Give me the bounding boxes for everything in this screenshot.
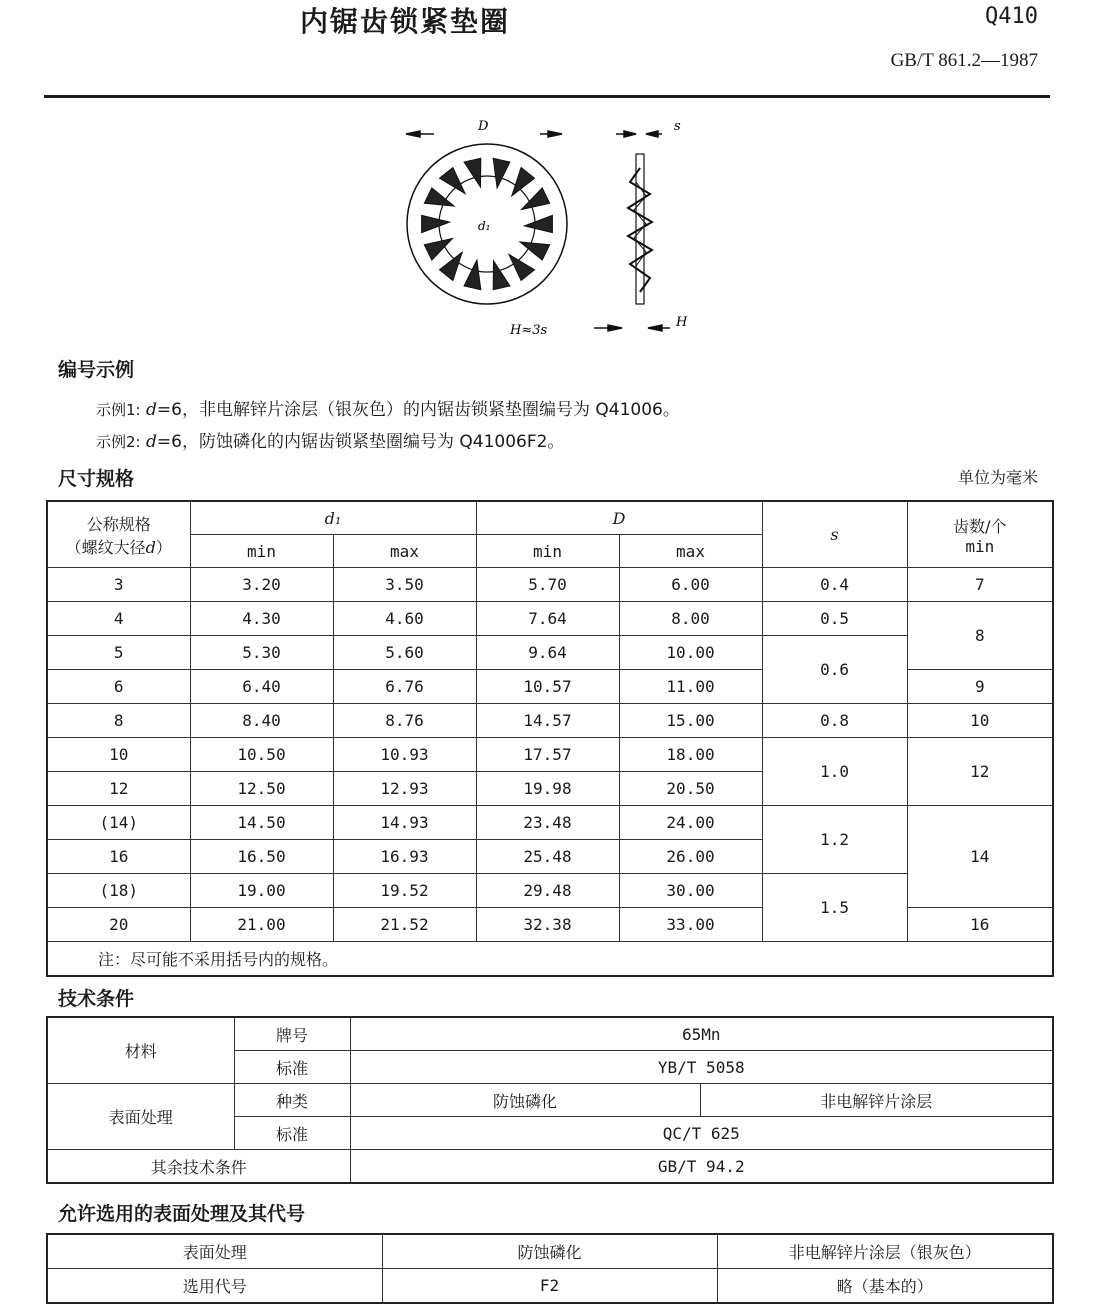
cell-d1-min: 12.50 [190, 772, 333, 806]
washer-tooth [440, 168, 466, 194]
cell-D-max: 18.00 [619, 738, 762, 772]
header-nominal-line1: 公称规格 [86, 514, 151, 534]
cell-D-min: 19.98 [476, 772, 619, 806]
cell-material-standard: 标准 [234, 1051, 350, 1084]
label-s: s [674, 119, 681, 134]
header-d1 [190, 501, 476, 535]
cell-nominal: 4 [47, 602, 190, 636]
cell-teeth: 12 [907, 738, 1053, 806]
cell-nominal: 8 [47, 704, 190, 738]
cell-grade-value: 65Mn [350, 1017, 1053, 1051]
cell-code-b: 略（基本的） [717, 1269, 1053, 1304]
table-row [47, 806, 1053, 840]
cell-surface-a: 防蚀磷化 [382, 1234, 717, 1269]
cell-d1-min: 16.50 [190, 840, 333, 874]
cell-teeth: 8 [907, 602, 1053, 670]
table-row [47, 704, 1053, 738]
header-teeth-sub: min [965, 536, 995, 556]
header-D [476, 501, 762, 535]
cell-d1-min: 5.30 [190, 636, 333, 670]
cell-surface-b: 非电解锌片涂层（银灰色） [717, 1234, 1053, 1269]
cell-d1-min: 10.50 [190, 738, 333, 772]
tech-table [46, 1016, 1054, 1184]
cell-s: 1.0 [762, 738, 907, 806]
page-title: 内锯齿锁紧垫圈 [300, 5, 511, 38]
label-H-approx: H≈3s [510, 323, 548, 338]
washer-tooth [422, 215, 450, 232]
washer-tooth [493, 261, 510, 290]
table-row [47, 874, 1053, 908]
example-2-text: =6，防蚀磷化的内锯齿锁紧垫圈编号为 Q41006F2。 [156, 432, 565, 452]
cell-nominal: 3 [47, 568, 190, 602]
cell-material-std-value: YB/T 5058 [350, 1051, 1053, 1084]
cell-other-value: GB/T 94.2 [350, 1150, 1053, 1184]
surface-heading: 允许选用的表面处理及其代号 [58, 1203, 306, 1225]
cell-teeth: 7 [907, 568, 1053, 602]
cell-D-max: 11.00 [619, 670, 762, 704]
washer-drawing-svg [390, 112, 710, 344]
cell-s: 0.5 [762, 602, 907, 636]
unit-label: 单位为毫米 [957, 468, 1038, 487]
tech-heading: 技术条件 [58, 988, 135, 1010]
washer-tooth [493, 158, 510, 188]
washer-tooth [424, 188, 454, 206]
cell-teeth: 10 [907, 704, 1053, 738]
dimension-s [616, 131, 662, 137]
cell-d1-max: 19.52 [333, 874, 476, 908]
cell-d1-max: 12.93 [333, 772, 476, 806]
cell-D-min: 23.48 [476, 806, 619, 840]
header-d1-min: min [190, 535, 333, 568]
cell-d1-min: 14.50 [190, 806, 333, 840]
cell-D-min: 17.57 [476, 738, 619, 772]
cell-surface-label: 表面处理 [47, 1234, 382, 1269]
cell-nominal: 6 [47, 670, 190, 704]
cell-d1-max: 16.93 [333, 840, 476, 874]
cell-kind: 种类 [234, 1084, 350, 1117]
example-2 [96, 427, 564, 452]
header-D-min: min [476, 535, 619, 568]
cell-D-min: 14.57 [476, 704, 619, 738]
example-2-label: 示例2: [96, 433, 141, 451]
cell-d1-max: 3.50 [333, 568, 476, 602]
cell-D-min: 29.48 [476, 874, 619, 908]
cell-surface-standard: 标准 [234, 1117, 350, 1150]
cell-d1-max: 10.93 [333, 738, 476, 772]
example-2-var: d [146, 432, 157, 452]
example-1-text: =6，非电解锌片涂层（银灰色）的内锯齿锁紧垫圈编号为 Q41006。 [156, 400, 680, 420]
header-nominal-part: （螺纹大径 [65, 537, 146, 557]
cell-D-max: 8.00 [619, 602, 762, 636]
cell-nominal: 12 [47, 772, 190, 806]
cell-D-max: 20.50 [619, 772, 762, 806]
cell-nominal: 5 [47, 636, 190, 670]
header-nominal-close: ） [155, 537, 172, 557]
cell-nominal: 10 [47, 738, 190, 772]
cell-D-max: 30.00 [619, 874, 762, 908]
standard-number: GB/T 861.2—1987 [890, 50, 1038, 71]
cell-kind-2: 非电解锌片涂层 [700, 1084, 1053, 1117]
header-nominal-var: d [145, 537, 156, 557]
cell-other: 其余技术条件 [47, 1150, 350, 1184]
washer-tooth [509, 254, 535, 280]
cell-D-max: 33.00 [619, 908, 762, 942]
cell-D-min: 25.48 [476, 840, 619, 874]
cell-D-max: 24.00 [619, 806, 762, 840]
washer-tooth [524, 215, 552, 232]
header-rule [44, 95, 1050, 98]
header-D-text: D [612, 508, 626, 528]
cell-d1-max: 4.60 [333, 602, 476, 636]
header-teeth-text: 齿数/个 [953, 516, 1007, 536]
washer-side-view [628, 154, 652, 304]
washer-tooth [464, 158, 481, 187]
header-d1-text: d₁ [324, 508, 342, 528]
cell-material: 材料 [47, 1017, 234, 1084]
cell-kind-1: 防蚀磷化 [350, 1084, 700, 1117]
label-d1: d₁ [478, 219, 491, 233]
cell-surface-std-value: QC/T 625 [350, 1117, 1053, 1150]
cell-D-min: 32.38 [476, 908, 619, 942]
dimensions-table [46, 500, 1054, 977]
table-row [47, 636, 1053, 670]
cell-d1-min: 4.30 [190, 602, 333, 636]
cell-d1-max: 21.52 [333, 908, 476, 942]
cell-code-a: F2 [382, 1269, 717, 1304]
cell-nominal: (14) [47, 806, 190, 840]
washer-tooth [424, 239, 452, 261]
surface-table [46, 1233, 1054, 1304]
header-nominal-line2 [48, 535, 190, 558]
cell-D-max: 26.00 [619, 840, 762, 874]
cell-d1-max: 6.76 [333, 670, 476, 704]
cell-d1-min: 21.00 [190, 908, 333, 942]
examples-heading: 编号示例 [58, 359, 135, 381]
header-D-max: max [619, 535, 762, 568]
cell-D-max: 10.00 [619, 636, 762, 670]
table-row [47, 602, 1053, 636]
cell-code-label: 选用代号 [47, 1269, 382, 1304]
cell-teeth: 16 [907, 908, 1053, 942]
cell-nominal: (18) [47, 874, 190, 908]
cell-D-min: 10.57 [476, 670, 619, 704]
cell-s: 1.2 [762, 806, 907, 874]
cell-d1-min: 19.00 [190, 874, 333, 908]
cell-teeth: 9 [907, 670, 1053, 704]
washer-tooth [520, 242, 550, 260]
header-teeth [907, 501, 1053, 568]
table-row [47, 568, 1053, 602]
cell-teeth: 14 [907, 806, 1053, 908]
header-s [762, 501, 907, 568]
washer-tooth [522, 188, 550, 210]
cell-d1-max: 5.60 [333, 636, 476, 670]
washer-tooth [464, 260, 481, 290]
cell-D-min: 9.64 [476, 636, 619, 670]
cell-surface: 表面处理 [47, 1084, 234, 1150]
header-d1-max: max [333, 535, 476, 568]
cell-grade: 牌号 [234, 1017, 350, 1051]
label-H: H [676, 315, 688, 330]
cell-s: 0.4 [762, 568, 907, 602]
cell-D-min: 5.70 [476, 568, 619, 602]
dimensions-heading: 尺寸规格 [58, 468, 135, 490]
example-1 [96, 395, 680, 420]
table-note: 注：尽可能不采用括号内的规格。 [47, 942, 1053, 977]
dimension-H [594, 325, 670, 331]
cell-d1-min: 6.40 [190, 670, 333, 704]
product-code: Q410 [985, 4, 1038, 29]
cell-D-max: 6.00 [619, 568, 762, 602]
cell-s: 1.5 [762, 874, 907, 942]
cell-nominal: 20 [47, 908, 190, 942]
cell-s: 0.8 [762, 704, 907, 738]
example-1-var: d [146, 400, 157, 420]
header-nominal [47, 501, 190, 568]
cell-d1-max: 14.93 [333, 806, 476, 840]
cell-s: 0.6 [762, 636, 907, 704]
cell-D-max: 15.00 [619, 704, 762, 738]
label-D: D [478, 119, 489, 134]
table-row [47, 738, 1053, 772]
cell-d1-min: 8.40 [190, 704, 333, 738]
cell-D-min: 7.64 [476, 602, 619, 636]
cell-d1-max: 8.76 [333, 704, 476, 738]
cell-nominal: 16 [47, 840, 190, 874]
example-1-label: 示例1: [96, 401, 141, 419]
header-s-text: s [830, 525, 839, 544]
washer-drawing [390, 112, 710, 344]
cell-d1-min: 3.20 [190, 568, 333, 602]
